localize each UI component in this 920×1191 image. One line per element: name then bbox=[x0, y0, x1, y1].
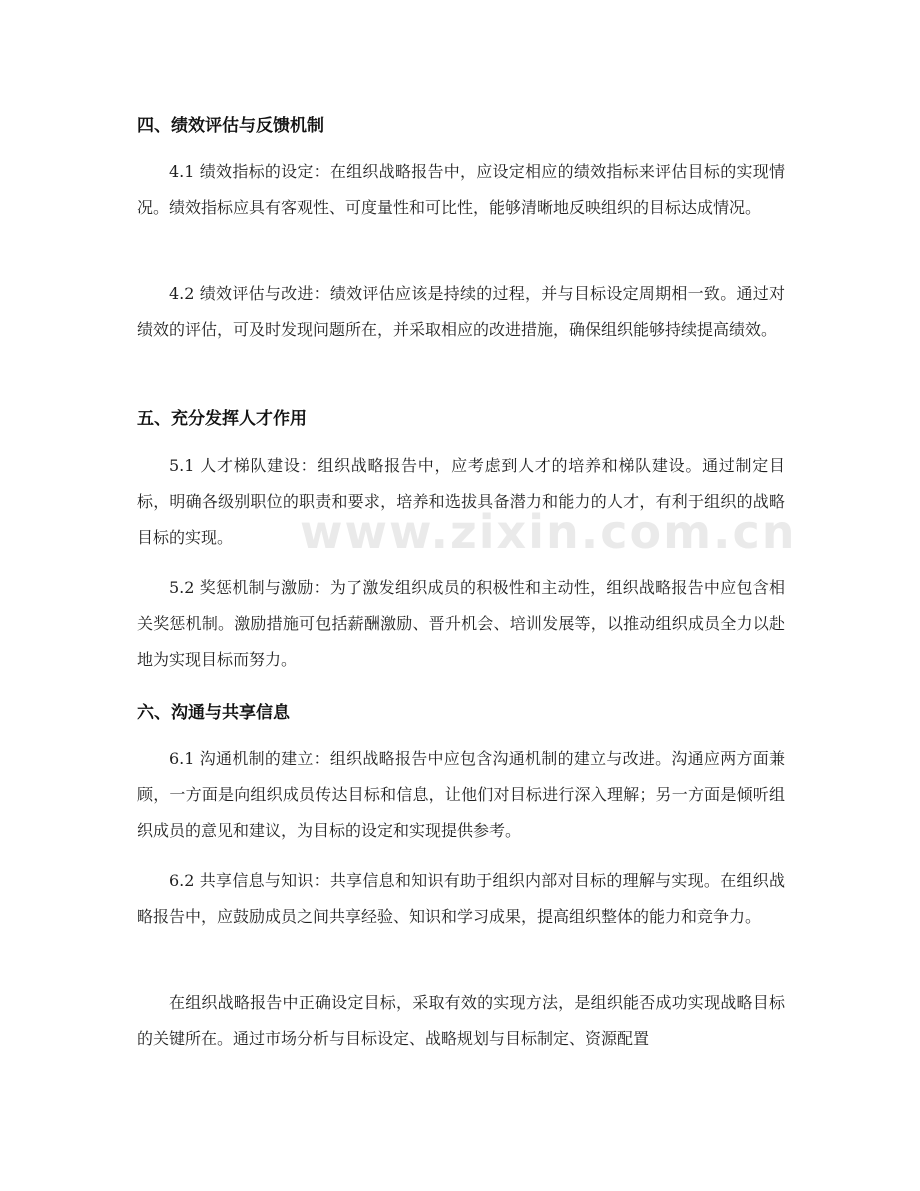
paragraph: 4.1 绩效指标的设定：在组织战略报告中，应设定相应的绩效指标来评估目标的实现情况。绩效指标应具有客观性、可度量性和可比性，能够清晰地反映组织的目标达成情况。 bbox=[137, 162, 785, 217]
paragraph: 6.1 沟通机制的建立：组织战略报告中应包含沟通机制的建立与改进。沟通应两方面兼顾，一方面是向组织成员传达目标和信息，让他们对目标进行深入理解；另一方面是倾听组织成员的意见和建议，为目标的设定和实现提供参考。 bbox=[137, 749, 785, 840]
paragraph: 5.1 人才梯队建设：组织战略报告中，应考虑到人才的培养和梯队建设。通过制定目标，明确各级别职位的职责和要求，培养和选拔具备潜力和能力的人才，有利于组织的战略目标的实现。 bbox=[137, 456, 785, 547]
closing-paragraph: 在组织战略报告中正确设定目标，采取有效的实现方法，是组织能否成功实现战略目标的关键所在。通过市场分析与目标设定、战略规划与目标制定、资源配置 bbox=[137, 993, 785, 1048]
paragraph: 5.2 奖惩机制与激励：为了激发组织成员的积极性和主动性，组织战略报告中应包含相关奖惩机制。激励措施可包括薪酬激励、晋升机会、培训发展等，以推动组织成员全力以赴地为实现目标而努力。 bbox=[137, 578, 785, 669]
watermark: www.zixin.com.cn bbox=[300, 505, 797, 559]
paragraph: 4.2 绩效评估与改进：绩效评估应该是持续的过程，并与目标设定周期相一致。通过对绩效的评估，可及时发现问题所在，并采取相应的改进措施，确保组织能够持续提高绩效。 bbox=[137, 284, 785, 339]
section-heading: 六、沟通与共享信息 bbox=[137, 703, 290, 723]
section-heading: 四、绩效评估与反馈机制 bbox=[137, 116, 324, 136]
paragraph: 6.2 共享信息与知识：共享信息和知识有助于组织内部对目标的理解与实现。在组织战略报告中，应鼓励成员之间共享经验、知识和学习成果，提高组织整体的能力和竞争力。 bbox=[137, 871, 785, 926]
section-heading: 五、充分发挥人才作用 bbox=[137, 409, 307, 429]
